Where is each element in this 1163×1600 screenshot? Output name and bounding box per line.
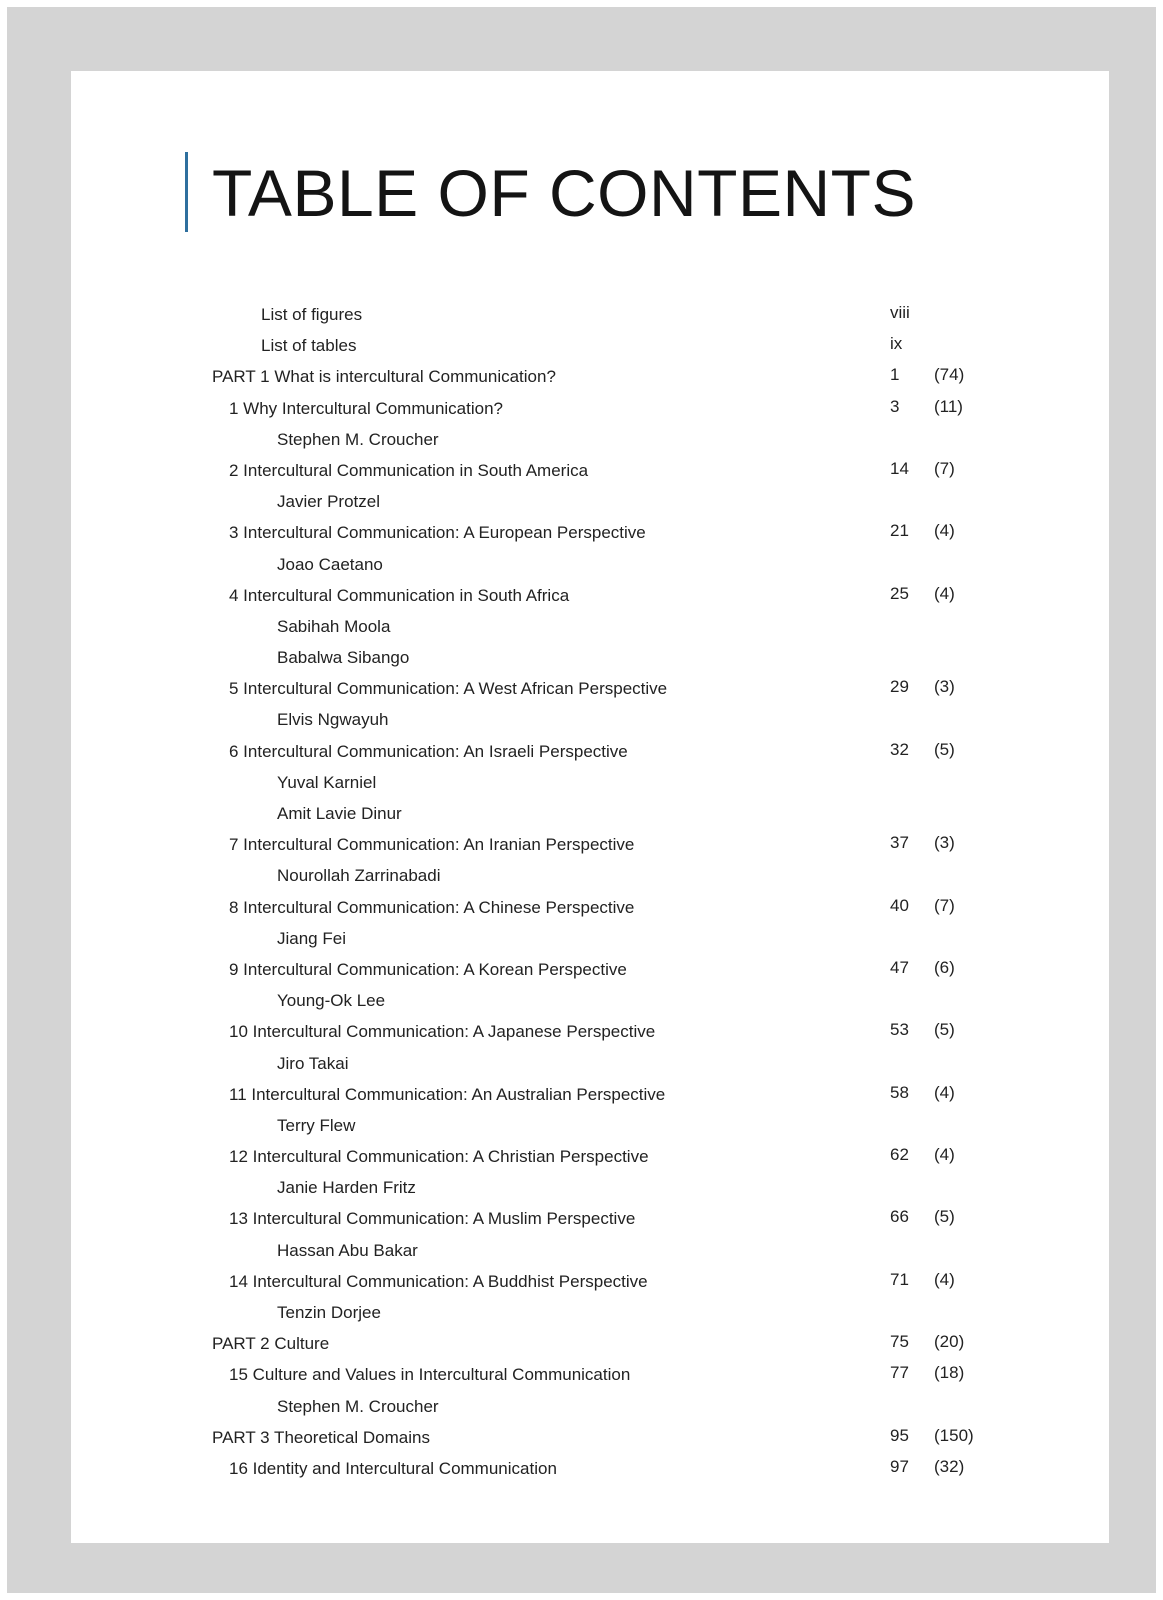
toc-author-line [71, 486, 1109, 517]
toc-chapter-entry [71, 1141, 1109, 1172]
toc-page-count: (4) [934, 583, 955, 603]
toc-page-count: (3) [934, 833, 955, 853]
toc-entry-title: 13 Intercultural Communication: A Muslim Perspective [229, 1209, 636, 1229]
toc-entry-title: Stephen M. Croucher [277, 429, 439, 449]
toc-entry-title: List of figures [261, 305, 363, 324]
toc-entry-title: Babalwa Sibango [277, 648, 410, 668]
toc-page-count: (32) [934, 1456, 965, 1476]
toc-entry-title: PART 3 Theoretical Domains [212, 1427, 430, 1447]
toc-author-line [71, 424, 1109, 455]
toc-entry-title: Nourollah Zarrinabadi [277, 866, 441, 886]
toc-entry-title: 4 Intercultural Communication in South Africa [229, 585, 570, 605]
toc-chapter-entry [71, 455, 1109, 486]
toc-entry-title: 9 Intercultural Communication: A Korean Perspective [229, 959, 627, 979]
toc-page-count: (5) [934, 739, 955, 759]
toc-page-number: ix [890, 334, 903, 354]
toc-front-matter-entry [71, 299, 1109, 330]
toc-page-number: 95 [890, 1425, 909, 1445]
toc-entry-title: 12 Intercultural Communication: A Christian Perspective [229, 1147, 649, 1167]
toc-page-count: (4) [934, 1269, 955, 1289]
toc-author-line [71, 642, 1109, 673]
toc-page-number: 1 [890, 365, 900, 385]
toc-page-count: (7) [934, 458, 955, 478]
toc-chapter-entry [71, 954, 1109, 985]
toc-entry-title: 11 Intercultural Communication: An Australian Perspective [229, 1084, 666, 1104]
toc-entry-title: 10 Intercultural Communication: A Japanese Perspective [229, 1022, 656, 1042]
toc-page-count: (5) [934, 1207, 955, 1227]
toc-author-line [71, 1235, 1109, 1266]
toc-author-line [71, 704, 1109, 735]
toc-page-number: 40 [890, 895, 909, 915]
toc-author-line [71, 549, 1109, 580]
toc-page-count: (4) [934, 521, 955, 541]
toc-entry-title: 8 Intercultural Communication: A Chinese Perspective [229, 897, 635, 917]
toc-page-number: 21 [890, 521, 909, 541]
toc-chapter-entry [71, 1079, 1109, 1110]
toc-page-number: 32 [890, 739, 909, 759]
toc-chapter-entry [71, 892, 1109, 923]
toc-chapter-entry [71, 580, 1109, 611]
toc-part-entry [71, 1328, 1109, 1359]
toc-author-line [71, 767, 1109, 798]
toc-author-line [71, 985, 1109, 1016]
toc-entry-title: PART 2 Culture [212, 1334, 330, 1354]
toc-page-number: viii [890, 303, 910, 322]
toc-part-entry [71, 1422, 1109, 1453]
toc-page-number: 29 [890, 677, 909, 697]
toc-entry-title: 16 Identity and Intercultural Communication [229, 1458, 557, 1478]
toc-entry-title: 2 Intercultural Communication in South America [229, 460, 589, 480]
toc-entry-title: Janie Harden Fritz [277, 1178, 416, 1198]
toc-entry-title: 15 Culture and Values in Intercultural Communication [229, 1365, 631, 1385]
toc-page-number: 97 [890, 1456, 909, 1476]
toc-author-line [71, 798, 1109, 829]
toc-page-count: (20) [934, 1332, 965, 1352]
toc-author-line [71, 1297, 1109, 1328]
toc-page-count: (74) [934, 365, 965, 385]
toc-entry-title: List of tables [261, 336, 357, 356]
toc-entry-title: Elvis Ngwayuh [277, 710, 389, 730]
toc-chapter-entry [71, 517, 1109, 548]
toc-chapter-entry [71, 1453, 1109, 1484]
page-title: TABLE OF CONTENTS [212, 156, 917, 230]
toc-entry-title: Stephen M. Croucher [277, 1396, 439, 1416]
toc-page-number: 3 [890, 396, 900, 416]
toc-entry-title: Javier Protzel [277, 492, 380, 512]
toc-page-number: 71 [890, 1269, 909, 1289]
toc-chapter-entry [71, 393, 1109, 424]
toc-page-count: (7) [934, 895, 955, 915]
toc-entry-title: PART 1 What is intercultural Communication? [212, 367, 556, 387]
toc-page-count: (3) [934, 677, 955, 697]
toc-page-count: (18) [934, 1363, 965, 1383]
toc-entry-title: Terry Flew [277, 1115, 356, 1135]
toc-entry-title: Amit Lavie Dinur [277, 804, 402, 823]
toc-entry-title: 7 Intercultural Communication: An Iranian Perspective [229, 835, 635, 855]
page-frame [7, 7, 1156, 1593]
toc-entry-title: Jiro Takai [277, 1053, 349, 1073]
toc-entry-title: Tenzin Dorjee [277, 1303, 381, 1322]
toc-author-line [71, 1110, 1109, 1141]
document-page [71, 71, 1109, 1543]
table-of-contents [71, 299, 1109, 1484]
toc-page-number: 53 [890, 1020, 909, 1040]
toc-entry-title: Joao Caetano [277, 554, 383, 574]
toc-page-number: 47 [890, 957, 909, 977]
toc-author-line [71, 1048, 1109, 1079]
toc-page-number: 75 [890, 1332, 909, 1352]
toc-chapter-entry [71, 829, 1109, 860]
toc-front-matter-entry [71, 330, 1109, 361]
toc-chapter-entry [71, 1266, 1109, 1297]
toc-chapter-entry [71, 1203, 1109, 1234]
toc-page-count: (150) [934, 1425, 974, 1445]
toc-author-line [71, 611, 1109, 642]
toc-entry-title: 3 Intercultural Communication: A European Perspective [229, 523, 646, 543]
toc-entry-title: Jiang Fei [277, 928, 346, 948]
toc-page-number: 37 [890, 833, 909, 853]
toc-entry-title: Hassan Abu Bakar [277, 1240, 418, 1260]
toc-page-count: (5) [934, 1020, 955, 1040]
toc-chapter-entry [71, 673, 1109, 704]
toc-page-count: (4) [934, 1145, 955, 1165]
toc-page-number: 25 [890, 583, 909, 603]
toc-chapter-entry [71, 1016, 1109, 1047]
toc-entry-title: 1 Why Intercultural Communication? [229, 398, 504, 418]
toc-author-line [71, 923, 1109, 954]
title-accent-bar [185, 152, 188, 232]
toc-entry-title: 5 Intercultural Communication: A West African Perspective [229, 679, 668, 699]
toc-page-count: (6) [934, 957, 955, 977]
toc-entry-title: Sabihah Moola [277, 616, 391, 636]
toc-page-number: 66 [890, 1207, 909, 1227]
toc-part-entry [71, 361, 1109, 392]
toc-page-count: (11) [934, 396, 963, 416]
toc-chapter-entry [71, 736, 1109, 767]
toc-entry-title: Yuval Karniel [277, 772, 377, 792]
toc-page-count: (4) [934, 1082, 955, 1102]
toc-author-line [71, 1172, 1109, 1203]
toc-author-line [71, 1391, 1109, 1422]
toc-page-number: 62 [890, 1145, 909, 1165]
toc-entry-title: 6 Intercultural Communication: An Israeli Perspective [229, 741, 628, 761]
toc-page-number: 77 [890, 1363, 909, 1383]
toc-page-number: 14 [890, 458, 909, 478]
toc-page-number: 58 [890, 1082, 909, 1102]
toc-chapter-entry [71, 1359, 1109, 1390]
toc-author-line [71, 860, 1109, 891]
toc-entry-title: 14 Intercultural Communication: A Buddhist Perspective [229, 1271, 648, 1291]
toc-entry-title: Young-Ok Lee [277, 991, 386, 1011]
